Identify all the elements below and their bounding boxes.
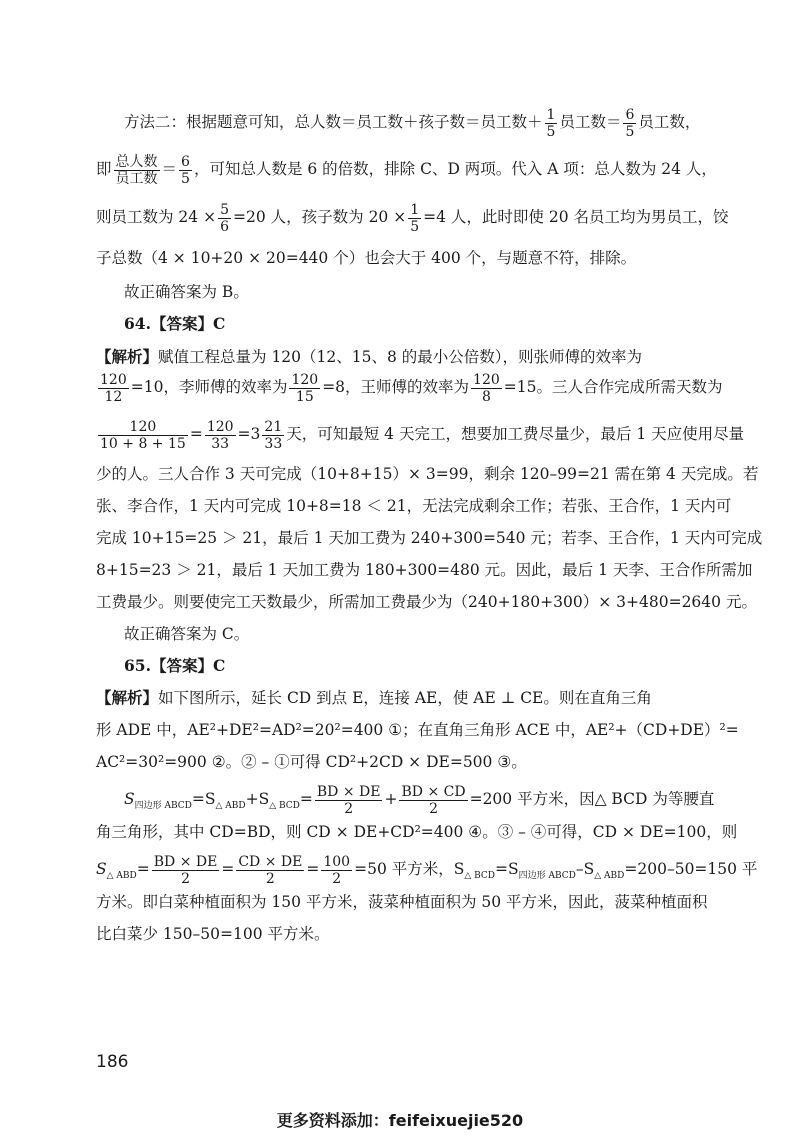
fraction: $\frac{120}{10 + 8 + 15}$ bbox=[100, 418, 186, 452]
text: = bbox=[306, 860, 320, 878]
q64-line-5: 张、李合作，1 天内可完成 10+8=18 ＜ 21，无法完成剩余工作；若张、王合作，1 天内可 bbox=[96, 497, 732, 515]
text: 即 bbox=[96, 160, 112, 178]
q64-line-8: 工费最少。则要使完工天数最少，所需加工费最少为（240+180+300）× 3+480=2640 元。 bbox=[96, 593, 757, 611]
text: 天，可知最短 4 天完工，想要加工费尽量少，最后 1 天应使用尽量 bbox=[286, 425, 745, 443]
text: 员工数＝ bbox=[559, 113, 622, 131]
q65-line-3: AC²=30²=900 ②。② – ①可得 CD²+2CD × DE=500 ③。 bbox=[96, 753, 527, 771]
text: 如下图所示，延长 CD 到点 E，连接 AE，使 AE ⊥ CE。则在直角三角 bbox=[158, 689, 652, 707]
method2-conclusion: 故正确答案为 B。 bbox=[124, 283, 249, 301]
answer-tag: 【答案】 bbox=[150, 656, 213, 675]
footer-watermark-text: 更多资料添加：feifeixuejie520 bbox=[276, 1111, 524, 1130]
q65-line-7: 方米。即白菜种植面积为 150 平方米，菠菜种植面积为 50 平方米，因此，菠菜种植面积 bbox=[96, 893, 708, 911]
text: 方法二：根据题意可知，总人数＝员工数＋孩子数＝员工数＋ bbox=[124, 113, 543, 131]
answer-tag: 【答案】 bbox=[150, 314, 213, 333]
text: ，可知总人数是 6 的倍数，排除 C、D 两项。代入 A 项：总人数为 24 人， bbox=[193, 160, 717, 178]
method2-line-3 bbox=[96, 200, 729, 235]
text: + bbox=[384, 790, 398, 808]
q64-line-7: 8+15=23 ＞ 21，最后 1 天加工费为 180+300=480 元。因此，最后 1 天李、王合作所需加 bbox=[96, 561, 753, 579]
fraction: $\frac{BD \times DE}{2}$ bbox=[153, 853, 218, 887]
answer-letter: C bbox=[212, 656, 226, 675]
text: 员工数， bbox=[638, 113, 701, 131]
subscript: △ ABD bbox=[215, 801, 246, 812]
subscript: △ ABD bbox=[106, 871, 137, 882]
text: S bbox=[96, 860, 107, 878]
q65-line-2: 形 ADE 中，AE²+DE²=AD²=20²=400 ①；在直角三角形 ACE 中，AE²+（CD+DE）²= bbox=[96, 721, 739, 739]
page-number: 186 bbox=[96, 1052, 129, 1072]
fraction: $\frac{5}{6}$ bbox=[220, 201, 229, 235]
q65-line-1 bbox=[96, 681, 724, 715]
text: = bbox=[136, 860, 150, 878]
question-number: 64. bbox=[124, 314, 151, 333]
text: =200–50=150 平 bbox=[624, 860, 758, 878]
question-number: 65. bbox=[124, 656, 151, 675]
q64-line-4: 少的人。三人合作 3 天可完成（10+8+15）× 3=99，剩余 120–99=21 需在第 4 天完成。若 bbox=[96, 465, 759, 483]
text: = bbox=[189, 425, 203, 443]
text: = bbox=[299, 790, 313, 808]
subscript: △ BCD bbox=[269, 801, 300, 812]
fraction: $\frac{\text{总人数}}{\text{员工数}}$ bbox=[115, 153, 158, 187]
q64-line-1 bbox=[96, 340, 724, 374]
fraction: $\frac{1}{5}$ bbox=[546, 106, 556, 140]
q64-line-2 bbox=[96, 370, 724, 405]
method2-line-1 bbox=[124, 105, 752, 140]
subscript: △ ABD bbox=[594, 871, 625, 882]
text: =15。三人合作完成所需天数为 bbox=[503, 378, 723, 396]
fraction: $\frac{BD \times DE}{2}$ bbox=[316, 783, 381, 817]
text: =S bbox=[191, 790, 216, 808]
q65-line-5: 角三角形，其中 CD=BD，则 CD × DE+CD²=400 ④。③ – ④可得，CD × DE=100，则 bbox=[96, 823, 738, 841]
q64-conclusion: 故正确答案为 C。 bbox=[124, 625, 250, 643]
fraction: $\frac{100}{2}$ bbox=[323, 853, 351, 887]
analysis-tag: 【解析】 bbox=[96, 688, 159, 707]
subscript: △ BCD bbox=[464, 871, 496, 882]
text: ＝ bbox=[161, 160, 178, 178]
answer-letter: C bbox=[212, 314, 226, 333]
fraction: $\frac{6}{5}$ bbox=[625, 106, 635, 140]
q64-answer-heading bbox=[124, 307, 752, 341]
analysis-tag: 【解析】 bbox=[96, 347, 159, 366]
q64-line-6: 完成 10+15=25 ＞ 21，最后 1 天加工费为 240+300=540 元；若李、王合作，1 天内可完成 bbox=[96, 529, 763, 547]
text: =200 平方米，因△ BCD 为等腰直 bbox=[469, 790, 715, 808]
text: =8，王师傅的效率为 bbox=[322, 378, 470, 396]
q64-line-3 bbox=[96, 417, 745, 452]
fraction: $\frac{BD \times CD}{2}$ bbox=[401, 783, 466, 817]
q65-line-8: 比白菜少 150–50=100 平方米。 bbox=[96, 925, 330, 943]
method2-line-4: 子总数（4 × 10+20 × 20=440 个）也会大于 400 个，与题意不符，排除。 bbox=[96, 249, 637, 267]
fraction: $\frac{6}{5}$ bbox=[181, 153, 190, 187]
fraction: $\frac{120}{15}$ bbox=[291, 371, 319, 405]
subscript: 四边形 ABCD bbox=[134, 801, 192, 812]
text: 则员工数为 24 × bbox=[96, 208, 217, 226]
text: =S bbox=[495, 860, 519, 878]
text: –S bbox=[575, 860, 595, 878]
fraction: $\frac{120}{8}$ bbox=[473, 371, 500, 405]
text: +S bbox=[245, 790, 270, 808]
text: =50 平方米，S bbox=[354, 860, 465, 878]
text: =20 人，孩子数为 20 × bbox=[233, 208, 407, 226]
q65-answer-heading bbox=[124, 649, 752, 683]
text: =3 bbox=[237, 425, 261, 443]
fraction: $\frac{120}{33}$ bbox=[206, 418, 234, 452]
fraction: $\frac{1}{5}$ bbox=[410, 201, 420, 235]
fraction: $\frac{120}{12}$ bbox=[100, 371, 127, 405]
fraction: $\frac{21}{33}$ bbox=[264, 418, 283, 452]
subscript: 四边形 ABCD bbox=[518, 871, 576, 882]
method2-line-2 bbox=[96, 152, 724, 187]
text: 赋值工程总量为 120（12、15、8 的最小公倍数），则张师傅的效率为 bbox=[158, 348, 643, 366]
text: =4 人，此时即使 20 名员工均为男员工，饺 bbox=[423, 208, 729, 226]
text: S bbox=[124, 790, 135, 808]
text: =10，李师傅的效率为 bbox=[130, 378, 288, 396]
fraction: $\frac{CD \times DE}{2}$ bbox=[238, 853, 303, 887]
text: = bbox=[221, 860, 235, 878]
